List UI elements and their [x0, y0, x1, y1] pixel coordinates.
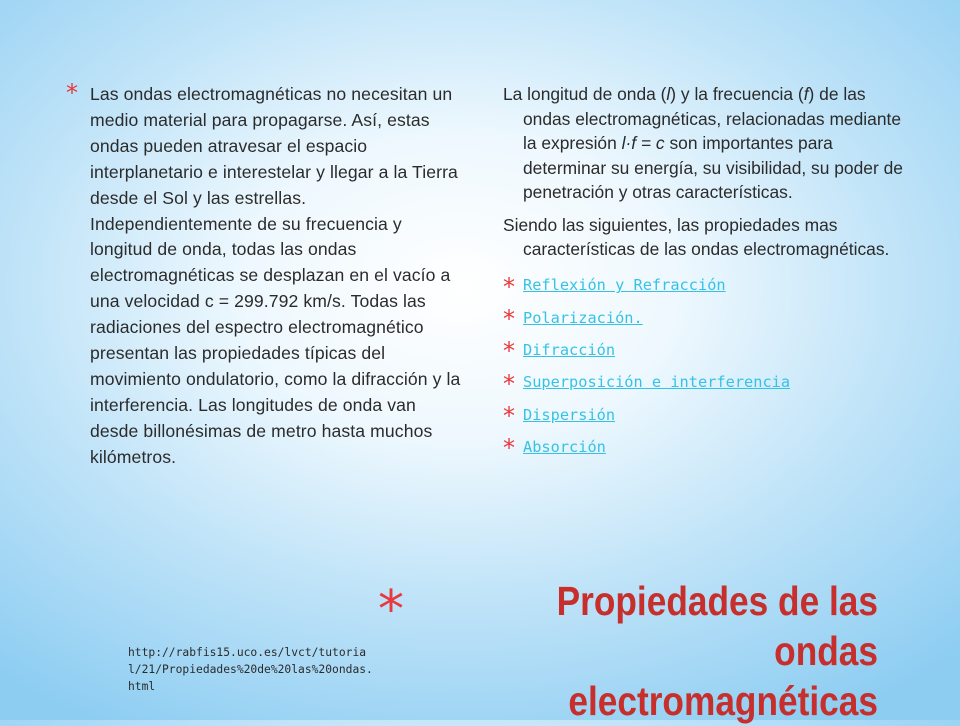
link-superposicion-interferencia[interactable]: Superposición e interferencia: [523, 373, 791, 392]
bullet-star-icon: *: [503, 337, 515, 366]
bullet-star-icon: *: [503, 304, 515, 333]
source-url: http://rabfis15.uco.es/lvct/tutorial/21/Propiedades%20de%20las%20ondas.html: [128, 646, 373, 693]
slide-title: Propiedades de las ondas electromagnéticas: [556, 578, 878, 724]
link-dispersion[interactable]: Dispersión: [523, 405, 616, 424]
lead-paragraph: Siendo las siguientes, las propiedades mas características de las ondas electromagnéticas.: [503, 214, 890, 259]
intro-var-l: l: [666, 84, 671, 104]
intro-text-3: ) de las ondas electromagnéticas, relacionadas mediante la expresión: [523, 84, 901, 153]
link-polarizacion[interactable]: Polarización.: [523, 308, 643, 327]
bullet-star-icon: *: [503, 434, 515, 463]
list-item: [503, 334, 913, 366]
intro-var-f: f: [803, 84, 809, 104]
link-absorcion[interactable]: Absorción: [523, 437, 606, 456]
link-reflexion-refraccion[interactable]: Reflexión y Refracción: [523, 276, 726, 295]
list-item: [503, 431, 913, 463]
intro-paragraph: [503, 82, 913, 205]
bullet-star-icon: *: [503, 369, 515, 398]
left-paragraph: Las ondas electromagnéticas no necesitan un medio material para propagarse. Así, estas ondas pueden atravesar el espacio interplanetario e interestelar y llegar a la Tierra desde el Sol y las estrellas. Independientemente de su frecuencia y longitud de onda, todas las ondas electromagnéticas se desplazan en el vacío a una velocidad c = 299.792 km/s. Todas las radiaciones del espectro electromagnético presentan las propiedades típicas del movimiento ondulatorio, como la difracción y la interferencia. Las longitudes de onda van desde billonésimas de metro hasta muchos kilómetros.: [90, 84, 461, 467]
bullet-star-icon: *: [66, 79, 78, 107]
list-item: [503, 399, 913, 431]
intro-text-4: son importantes para determinar su energía, su visibilidad, su poder de penetración y otras características.: [523, 133, 903, 202]
list-item: [503, 270, 913, 302]
left-text-block: [66, 79, 464, 471]
intro-text-1: La longitud de onda (: [503, 84, 667, 104]
list-item: [503, 302, 913, 334]
right-text-block: [503, 82, 913, 463]
link-difraccion[interactable]: Difracción: [523, 340, 616, 359]
properties-list: [503, 270, 913, 464]
intro-expression: l·f = c: [621, 133, 665, 153]
intro-text-2: ) y la frecuencia (: [670, 84, 804, 104]
list-item: [503, 366, 913, 398]
bullet-star-icon: *: [503, 272, 515, 301]
title-star-icon: *: [378, 580, 404, 640]
slide-title-block: [378, 576, 878, 726]
bullet-star-icon: *: [503, 401, 515, 430]
